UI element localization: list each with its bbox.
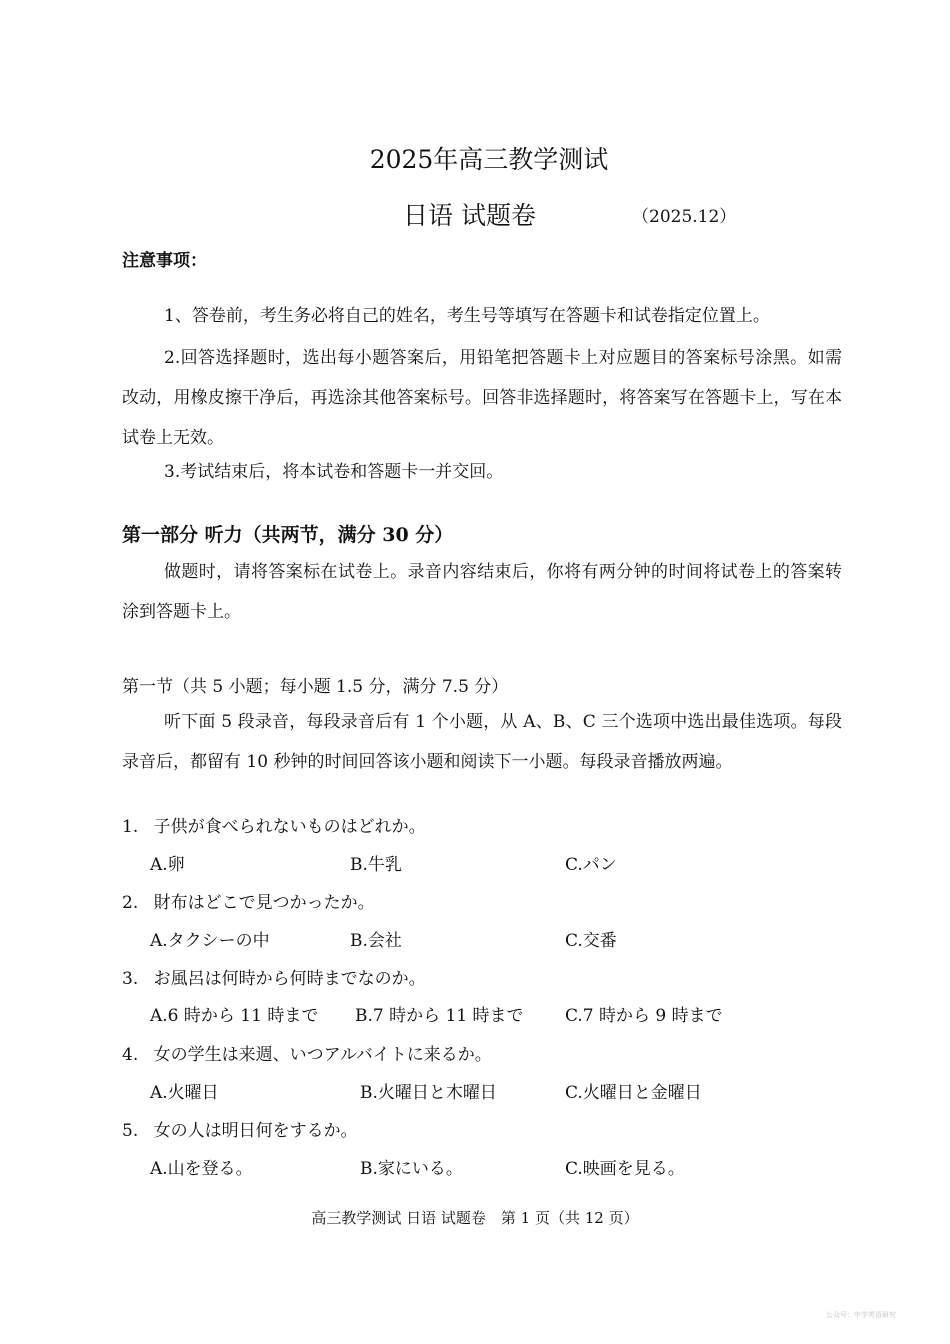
q3-option-a: A.6 時から 11 時まで — [150, 1006, 319, 1026]
section1-instruction: 听下面 5 段录音，每段录音后有 1 个小题，从 A、B、C 三个选项中选出最佳选项。每段录音后，都留有 10 秒钟的时间回答该小题和阅读下一小题。每段录音播放两遍。 — [122, 712, 842, 772]
q4-option-b: B.火曜日と木曜日 — [360, 1083, 497, 1103]
page-footer: 高三教学测试 日语 试题卷 第 1 页（共 12 页） — [311, 1209, 639, 1227]
q1-option-c: C.パン — [565, 855, 617, 875]
question-1 — [122, 812, 426, 837]
q1-option-b: B.牛乳 — [350, 855, 402, 875]
section1-heading: 第一节（共 5 小题；每小题 1.5 分，满分 7.5 分） — [122, 677, 509, 697]
q2-option-a: A.タクシーの中 — [150, 931, 270, 951]
watermark: 公众号：中学英语研究 — [826, 1311, 896, 1319]
q5-option-b: B.家にいる。 — [360, 1159, 463, 1179]
q2-option-b: B.会社 — [350, 931, 402, 951]
exam-date: （2025.12） — [632, 207, 737, 227]
q5-option-c: C.映画を見る。 — [565, 1159, 685, 1179]
question-text: 子供が食べられないものはどれか。 — [153, 817, 426, 837]
notice-item-1: 1、答卷前，考生务必将自己的姓名，考生号等填写在答题卡和试卷指定位置上。 — [164, 306, 770, 326]
question-4 — [122, 1040, 492, 1065]
question-text: 女の学生は来週、いつアルバイトに来るか。 — [153, 1045, 492, 1065]
question-number: 3. — [122, 969, 139, 989]
q3-option-c: C.7 時から 9 時まで — [565, 1006, 723, 1026]
notice-heading: 注意事项： — [122, 251, 207, 271]
question-number: 2. — [122, 893, 139, 913]
question-3 — [122, 964, 426, 989]
part1-instruction: 做题时，请将答案标在试卷上。录音内容结束后，你将有两分钟的时间将试卷上的答案转涂到答题卡上。 — [122, 562, 842, 622]
question-2 — [122, 888, 375, 913]
exam-title: 2025年高三教学测试 — [369, 145, 609, 174]
q1-option-a: A.卵 — [150, 855, 185, 875]
exam-subtitle: 日语 试题卷 — [403, 201, 536, 230]
question-number: 4. — [122, 1045, 139, 1065]
q5-option-a: A.山を登る。 — [150, 1159, 253, 1179]
question-text: お風呂は何時から何時までなのか。 — [153, 969, 426, 989]
notice-item-3: 3.考试结束后，将本试卷和答题卡一并交回。 — [164, 462, 504, 482]
question-number: 1. — [122, 817, 139, 837]
question-text: 財布はどこで見つかったか。 — [153, 893, 375, 913]
question-5 — [122, 1116, 358, 1141]
question-number: 5. — [122, 1121, 139, 1141]
q2-option-c: C.交番 — [565, 931, 617, 951]
q3-option-b: B.7 時から 11 時まで — [355, 1006, 524, 1026]
question-text: 女の人は明日何をするか。 — [153, 1121, 358, 1141]
notice-item-2: 2.回答选择题时，选出每小题答案后，用铅笔把答题卡上对应题目的答案标号涂黑。如需改动，用橡皮擦干净后，再选涂其他答案标号。回答非选择题时，将答案写在答题卡上，写在本试卷上无效。 — [122, 348, 842, 448]
part1-heading: 第一部分 听力（共两节，满分 30 分） — [122, 524, 454, 546]
q4-option-a: A.火曜日 — [150, 1083, 219, 1103]
q4-option-c: C.火曜日と金曜日 — [565, 1083, 702, 1103]
